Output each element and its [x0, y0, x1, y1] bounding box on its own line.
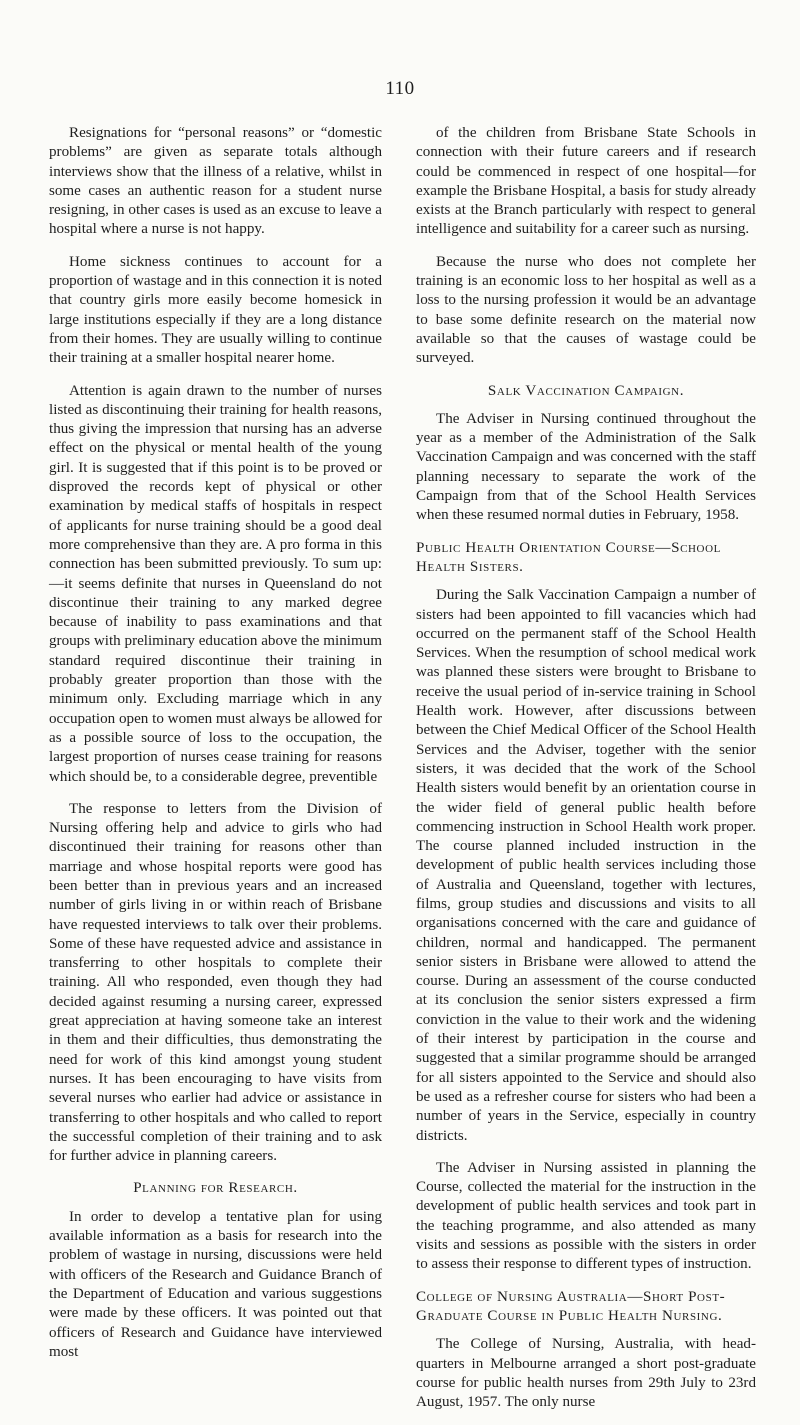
heading-planning-for-research: Planning for Research. — [133, 1180, 298, 1197]
page-number: 110 — [385, 78, 415, 99]
heading-salk-vaccination: Salk Vaccination Campaign. — [487, 382, 685, 399]
paragraph-economic-loss: Because the nurse who does not complete her training is an economic loss to her hospital as well as a loss to the nursing profession it would be an advantage to base some definite research on the material now available so that the causes of wastage could be surveyed. — [416, 253, 756, 367]
paragraph-resignations: Resignations for “personal reasons” or “domestic problems” are given as separate totals although interviews show that the illness of a relative, whilst in some cases an authentic reason for a student nurse resigning, in other cases is used as an excuse to leave a hospital where a nurse is not happy. — [49, 125, 382, 238]
paragraph-orientation-course: During the Salk Vaccination Campaign a number of sisters had been appointed to fill vacancies which had occurred on the permanent staff of the School Health Services. When the resumption of school medical work was planned these sisters were brought to Brisbane to receive the usual period of in-service training in School Health work. However, after discussions between between the Chief Medical Officer of the School Health Services and the Adviser, together with the senior sisters, it was decided that the work of the School Health sisters would benefit by an orientation course in the wider field of general public health before commencing instruction in School Health work proper. The course planned included instruction in the development of public health services including those of Australia and Queensland, together with lectures, films, group studies and discussions and visits to all organisations concerned with the care and guidance of children, normal and handicapped. The permanent senior sisters in Brisbane were allowed to attend the course. During an assessment of the course conducted at its conclusion the senior sisters expressed a firm conviction in the value to their work and the widening of their interest by participation in the course and suggested that a similar programme should be arranged for all sisters appointed to the Service and should also be used as a refresher course for sisters who had been a number of years in the Service, especially in country districts. — [416, 587, 756, 1144]
paragraph-response-to-letters: The response to letters from the Division of Nursing offering help and advice to girls who had discontinued their training for reasons other than marriage and whose hospital reports were good has been better than in previous years and an increased number of girls living in or within reach of Brisbane have requested interviews to talk over their problems. Some of these have requested advice and assistance in transferring to other hospitals to complete their training. All who responded, even though they had decided against resuming a nursing career, expressed great appreciation at having someone take an interest in them and their difficulties, thus demonstrating the need for work of this kind amongst young student nurses. It has been encouraging to have visits from several nurses who earlier had advice or assistance in transferring to other hospitals and who called to report the successful completion of their training and to ask for further advice in planning careers. — [49, 800, 382, 1165]
heading-college-of-nursing: College of Nursing Australia—Short Post-Graduate Course in Public Health Nursing. — [416, 1288, 726, 1324]
heading-orientation-course: Public Health Orientation Course—School Health Sisters. — [416, 539, 721, 575]
left-column — [49, 124, 382, 1375]
paragraph-home-sickness: Home sickness continues to account for a proportion of wastage and in this connection it is noted that country girls more easily become homesick in large institutions especially if they are a long distance from their homes. They are usually willing to continue their training at a smaller hospital nearer home. — [49, 253, 382, 367]
paragraph-salk-campaign: The Adviser in Nursing continued throughout the year as a member of the Administration of the Salk Vaccination Campaign and was concerned with the staff planning necessary to separate the work of the Campaign from that of the School Health Services when these resumed normal duties in February, 1958. — [416, 410, 756, 524]
right-column — [416, 124, 756, 1425]
paragraph-brisbane-schools: of the children from Brisbane State Schools in connection with their future careers and if research could be commenced in respect of one hospital—for example the Brisbane Hospital, a basis for study already exists at the Branch particularly with respect to general intelligence and suitability for a career such as nursing. — [416, 125, 756, 238]
paragraph-research-plan: In order to develop a tentative plan for using available information as a basis for research into the problem of wastage in nursing, discussions were held with officers of the Research and Guidance Branch of the Department of Education and various suggestions were made by these officers. It was pointed out that officers of Research and Guidance have interviewed most — [49, 1208, 382, 1360]
paragraph-college-course: The College of Nursing, Australia, with headquarters in Melbourne arranged a short post-graduate course for public health nurses from 29th July to 23rd August, 1957. The only nurse — [416, 1336, 756, 1411]
paragraph-health-reasons: Attention is again drawn to the number of nurses listed as discontinuing their training for health reasons, thus giving the impression that nursing has an adverse effect on the physical or mental health of the young girl. It is suggested that if this point is to be proved or disproved the records kept of physical or other examination by medical staffs of hospitals in respect of applicants for nurse training should be a good deal more comprehensive than they are. A pro forma in this connection has been submitted previously. To sum up:—it seems definite that nurses in Queensland do not discontinue their training to any marked degree because of inability to pass examinations and that groups with preliminary education above the minimum standard required discontinue their training in probably greater proportion than those with the minimum only. Excluding marriage which in any occupation open to women must always be allowed for as a possible source of loss to the occupation, the largest proportion of nurses cease training for reasons which should be, to a considerable degree, preventible — [49, 382, 382, 785]
paragraph-adviser-planning: The Adviser in Nursing assisted in planning the Course, collected the material for the instruction in the development of public health services and took part in the teaching programme, and also attended as many visits and sessions as possible with the sisters in order to assess their response to different types of instruction. — [416, 1159, 756, 1273]
